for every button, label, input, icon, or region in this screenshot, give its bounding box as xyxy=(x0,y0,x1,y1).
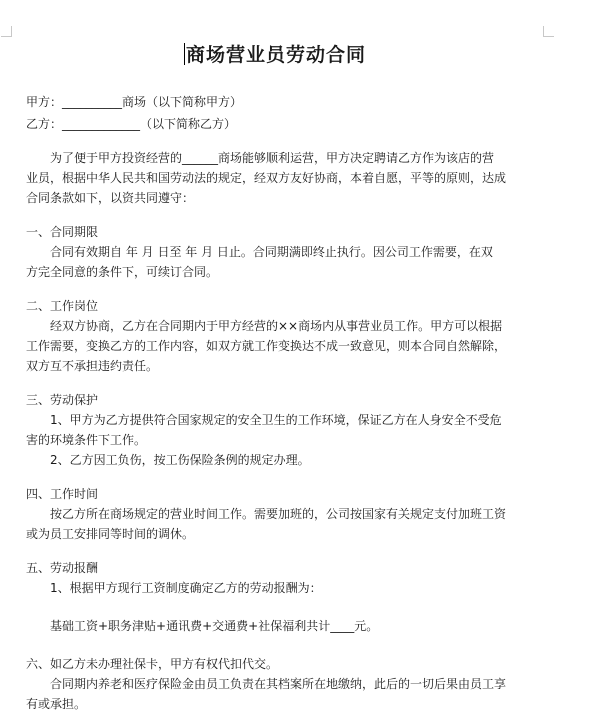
document-line: 基础工资+职务津贴+通讯费+交通费+社保福利共计____元。 xyxy=(50,619,379,633)
document-line: 合同期内养老和医疗保险金由员工负责在其档案所在地缴纳，此后的一切后果由员工享 xyxy=(50,677,507,691)
document-line: 合同条款如下，以资共同遵守： xyxy=(26,191,195,205)
document-line: 方完全同意的条件下，可续订合同。 xyxy=(26,265,219,279)
document-line: 五、劳动报酬 xyxy=(26,561,99,575)
document-line: 双方互不承担违约责任。 xyxy=(26,359,159,373)
margin-corner-mark-left xyxy=(1,26,12,37)
document-line: 业员，根据中华人民共和国劳动法的规定，经双方友好协商，本着自愿，平等的原则，达成 xyxy=(26,171,507,185)
document-line: 经双方协商，乙方在合同期内于甲方经营的××商场内从事营业员工作。甲方可以根据 xyxy=(50,319,503,333)
text-cursor xyxy=(184,43,185,65)
document-line: 2、乙方因工负伤，按工伤保险条例的规定办理。 xyxy=(50,453,310,467)
document-line: 四、工作时间 xyxy=(26,487,99,501)
document-line: 六、如乙方未办理社保卡，甲方有权代扣代交。 xyxy=(26,657,279,671)
document-line: 按乙方所在商场规定的营业时间工作。需要加班的，公司按国家有关规定支付加班工资 xyxy=(50,507,507,521)
document-line: 有或承担。 xyxy=(26,697,87,711)
document-line: 1、根据甲方现行工资制度确定乙方的劳动报酬为： xyxy=(50,581,322,595)
document-line: 甲方：__________商场（以下简称甲方） xyxy=(26,95,243,109)
document-line: 害的环境条件下工作。 xyxy=(26,433,147,447)
document-line: 或为员工安排同等时间的调休。 xyxy=(26,527,195,541)
document-line: 三、劳动保护 xyxy=(26,393,99,407)
document-line: 合同有效期自 年 月 日至 年 月 日止。合同期满即终止执行。因公司工作需要，在双 xyxy=(50,245,493,259)
document-line: 1、甲方为乙方提供符合国家规定的安全卫生的工作环境，保证乙方在人身安全不受危 xyxy=(50,413,502,427)
document-line: 为了便于甲方投资经营的______商场能够顺利运营，甲方决定聘请乙方作为该店的营 xyxy=(50,151,495,165)
document-line: 工作需要，变换乙方的工作内容，如双方就工作变换达不成一致意见，则本合同自然解除， xyxy=(26,339,507,353)
document-title[interactable] xyxy=(0,40,550,67)
document-line: 一、合同期限 xyxy=(26,225,99,239)
document-title-text: 商场营业员劳动合同 xyxy=(185,44,366,66)
document-line: 二、工作岗位 xyxy=(26,299,99,313)
margin-corner-mark-right xyxy=(543,26,554,37)
document-line: 乙方：_____________（以下简称乙方） xyxy=(26,117,237,131)
